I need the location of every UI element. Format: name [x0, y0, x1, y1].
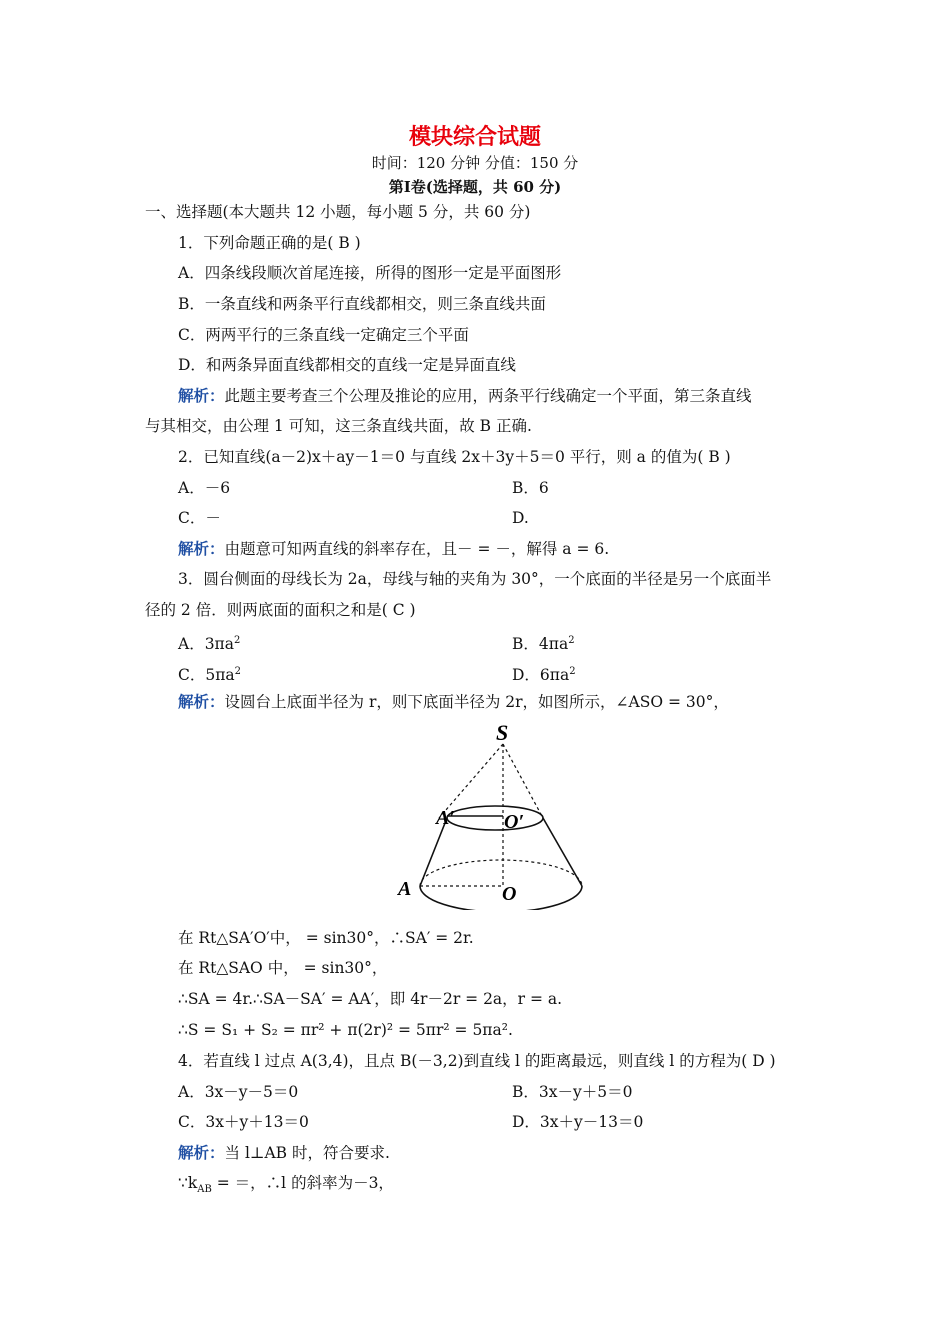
- q3-analysis: [178, 692, 729, 712]
- analysis-label: 解析：: [178, 1143, 225, 1162]
- part-one-heading: 一、选择题(本大题共 12 小题，每小题 5 分，共 60 分): [145, 203, 531, 221]
- label-s: S: [496, 720, 509, 745]
- q4-analysis-text: 当 l⊥AB 时，符合要求.: [224, 1144, 390, 1162]
- square-superscript: 2: [233, 635, 241, 646]
- square-superscript: 2: [569, 666, 576, 677]
- q3-option-d-text: D．6πa: [512, 666, 570, 685]
- q3-option-a: [178, 631, 240, 654]
- q3-option-b: [512, 631, 575, 654]
- label-a: A: [398, 878, 412, 900]
- q4-line-2-sub: AB: [197, 1184, 212, 1196]
- q4-analysis: [178, 1143, 390, 1163]
- q4-option-a: A．3x－y－5＝0: [178, 1083, 299, 1101]
- q1-option-a: A．四条线段顺次首尾连接，所得的图形一定是平面图形: [178, 264, 562, 282]
- square-superscript: 2: [234, 666, 242, 677]
- q3-line-4: ∴S = S₁ + S₂ = πr² + π(2r)² = 5πr² = 5πa².: [178, 1021, 513, 1039]
- q2-option-a: A．－6: [178, 479, 231, 497]
- label-o: O: [502, 883, 517, 905]
- square-superscript: 2: [568, 635, 575, 646]
- q1-option-b: B．一条直线和两条平行直线都相交，则三条直线共面: [178, 295, 546, 313]
- q3-stem-2: 径的 2 倍．则两底面的面积之和是( C ): [145, 601, 416, 619]
- q3-option-d: [512, 662, 576, 685]
- q3-line-2: 在 Rt△SAO 中， = sin30°，: [178, 959, 388, 977]
- q1-analysis: [178, 386, 752, 406]
- q4-stem: 4．若直线 l 过点 A(3,4)，且点 B(－3,2)到直线 l 的距离最远，则直线 l 的方程为( D ): [178, 1052, 776, 1070]
- q4-line-2: [178, 1173, 394, 1200]
- q3-option-c: [178, 662, 241, 685]
- q3-analysis-text: 设圆台上底面半径为 r，则下底面半径为 2r，如图所示，∠ASO = 30°，: [224, 693, 729, 711]
- analysis-label: 解析：: [178, 692, 225, 711]
- q4-option-c: C．3x＋y＋13＝0: [178, 1113, 309, 1131]
- frustum-diagram: [392, 720, 592, 910]
- analysis-label: 解析：: [178, 386, 225, 405]
- q2-option-c: C．－: [178, 509, 221, 527]
- q1-stem: 1．下列命题正确的是( B ): [178, 234, 361, 252]
- q3-option-a-text: A．3πa: [178, 635, 234, 654]
- q3-line-3: ∴SA = 4r.∴SA－SA′ = AA′，即 4r－2r = 2a，r = a.: [178, 990, 563, 1008]
- q4-option-d: D．3x＋y－13＝0: [512, 1113, 644, 1131]
- q2-option-b: B．6: [512, 479, 549, 497]
- q4-option-b: B．3x－y＋5＝0: [512, 1083, 633, 1101]
- time-info: 时间：120 分钟 分值：150 分: [371, 154, 579, 172]
- q1-analysis-text-1: 此题主要考查三个公理及推论的应用，两条平行线确定一个平面，第三条直线: [224, 387, 752, 405]
- q3-option-b-text: B．4πa: [512, 635, 569, 654]
- q3-option-c-text: C．5πa: [178, 666, 235, 685]
- q1-analysis-text-2: 与其相交，由公理 1 可知，这三条直线共面，故 B 正确.: [145, 417, 532, 435]
- q1-option-c: C．两两平行的三条直线一定确定三个平面: [178, 326, 469, 344]
- q3-line-1: 在 Rt△SA′O′中， = sin30°，∴SA′ = 2r.: [178, 929, 474, 947]
- q2-analysis-text: 由题意可知两直线的斜率存在，且－ = －，解得 a = 6.: [224, 540, 610, 558]
- section-heading: 第Ⅰ卷(选择题，共 60 分): [388, 178, 562, 196]
- analysis-label: 解析：: [178, 539, 225, 558]
- q2-stem: 2．已知直线(a－2)x＋ay－1＝0 与直线 2x＋3y＋5＝0 平行，则 a 的值为( B ): [178, 448, 731, 466]
- label-o-prime: O′: [504, 811, 525, 833]
- q3-stem-1: 3．圆台侧面的母线长为 2a，母线与轴的夹角为 30°，一个底面的半径是另一个底面半: [178, 570, 772, 588]
- q4-line-2-k: ∵k: [178, 1174, 198, 1192]
- q2-analysis: [178, 539, 609, 559]
- page-title: 模块综合试题: [408, 124, 541, 150]
- q1-option-d: D．和两条异面直线都相交的直线一定是异面直线: [178, 356, 516, 374]
- q4-line-2-rest: = ＝，∴l 的斜率为－3，: [211, 1174, 394, 1192]
- label-a-prime: A′: [436, 807, 455, 829]
- q2-option-d: D.: [512, 509, 529, 527]
